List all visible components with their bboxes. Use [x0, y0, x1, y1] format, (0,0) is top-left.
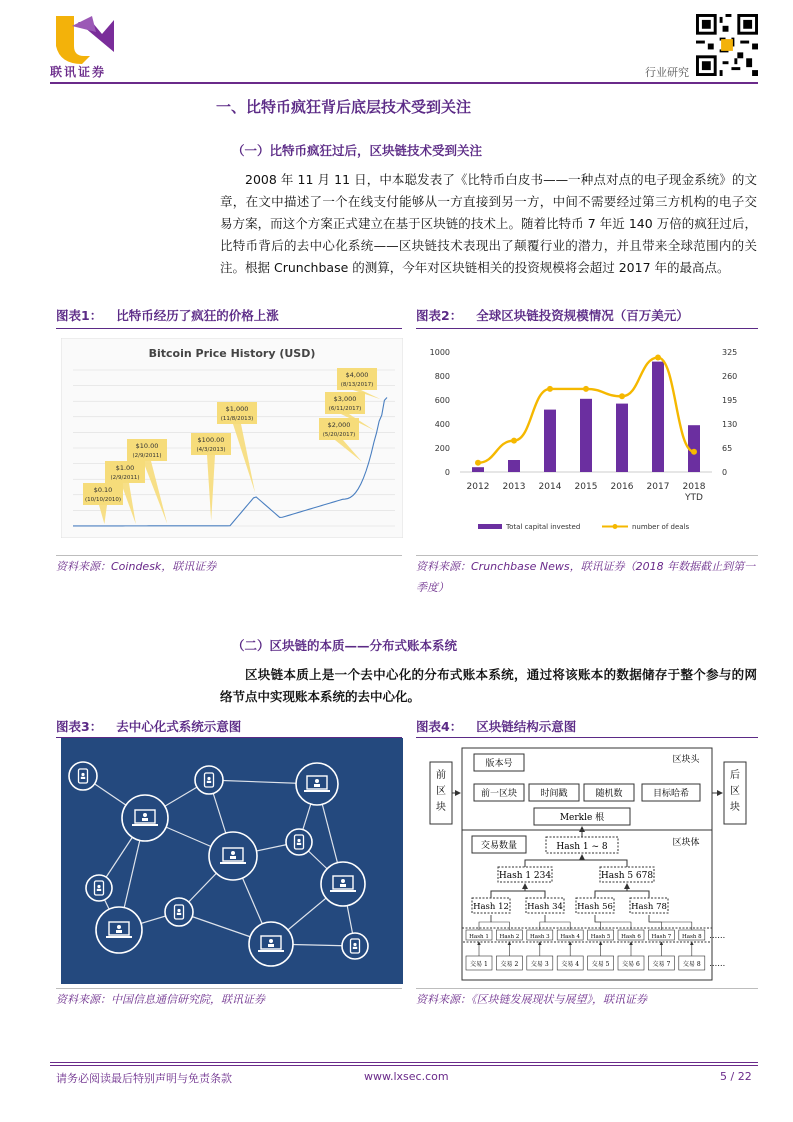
user-icon — [207, 777, 210, 780]
figure-2-title-rule — [416, 328, 758, 329]
leaf-hash-label: Hash 6 — [621, 934, 641, 940]
user-icon-body — [81, 777, 85, 779]
body-paragraph-1: 2008 年 11 月 11 日，中本聪发表了《比特币白皮书——一种点对点的电子现金系统》的文章，在文中描述了一个在线支付能够从一方直接到另一方，中间不需要经过第三方机构的电子交易方案，而这个方案正式建立在基于区块链的技术上。随着比特币 7 年近 140 万倍的疯狂过后，比特币背后的去中心化系统——区块链技术表现出了颠覆行业的潜力，并且带来全球范围内的关注。根据 Crunchbase 的测算，今年对区块链相关的投资规模将会超过 2017 年的最高点。 — [220, 172, 757, 275]
annotation-price: $1,000 — [225, 405, 249, 413]
annotation-date: (4/3/2013) — [196, 447, 226, 453]
hash-1234-node: Hash 1 234 — [498, 871, 552, 881]
footer-divider — [50, 1062, 758, 1063]
leaf-hash-label: Hash 7 — [651, 934, 672, 940]
user-icon — [81, 773, 84, 776]
y2-tick-label: 130 — [722, 420, 738, 429]
page-number: 5 / 22 — [720, 1070, 752, 1083]
user-icon-body — [116, 930, 122, 933]
blockchain-structure-diagram — [416, 738, 758, 984]
transaction-label: 交易 7 — [652, 961, 671, 968]
user-icon — [353, 943, 356, 946]
user-icon-body — [314, 784, 320, 787]
x-tick-label: YTD — [685, 493, 703, 503]
annotation-price: $100.00 — [197, 436, 225, 444]
hash-34-node: Hash 34 — [527, 902, 563, 912]
figure-1-title-rule — [56, 328, 402, 329]
leaf-hash-label: Hash 3 — [529, 934, 550, 940]
annotation-price: $1.00 — [115, 464, 135, 472]
figure-1-title: 图表1： 比特币经历了疯狂的价格上涨 — [56, 308, 279, 323]
legend-line-label: number of deals — [632, 523, 690, 531]
user-icon — [143, 813, 147, 817]
bar — [580, 399, 592, 472]
annotation-price: $3,000 — [333, 395, 357, 403]
y2-tick-label: 260 — [722, 372, 738, 381]
deals-point — [619, 393, 625, 399]
block-body-label: 区块体 — [672, 838, 700, 848]
figure-4-title: 图表4： 区块链结构示意图 — [416, 719, 577, 734]
next-block-label-2: 区 — [730, 786, 740, 797]
version-field: 版本号 — [485, 759, 513, 769]
y2-tick-label: 195 — [722, 396, 738, 405]
annotation-date: (2/9/2011) — [110, 475, 140, 481]
user-icon — [297, 839, 300, 842]
x-tick-label: 2012 — [466, 482, 490, 492]
hash-78-node: Hash 78 — [631, 902, 667, 912]
legend-bar-label: Total capital invested — [506, 523, 581, 531]
hash-5678-node: Hash 5 678 — [600, 871, 654, 881]
prev-hash-field: 前一区块 — [480, 789, 518, 799]
more-hashes-ellipsis: …… — [709, 931, 726, 940]
bitcoin-price-chart — [61, 338, 403, 538]
leaf-hash-label: Hash 2 — [499, 934, 520, 940]
deals-point — [511, 438, 517, 444]
merkle-hash-root: Hash 1 ~ 8 — [556, 842, 608, 852]
company-logo-icon — [52, 12, 118, 64]
user-icon — [315, 779, 319, 783]
leaf-hash-label: Hash 5 — [590, 934, 611, 940]
body-paragraph-2: 区块链本质上是一个去中心化的分布式账本系统，通过将该账本的数据储存于整个参与的网络节点中实现账本系统的去中心化。 — [220, 667, 757, 704]
qr-code-icon — [696, 14, 758, 76]
more-transactions-ellipsis: …… — [709, 959, 726, 968]
section-heading: 一、比特币疯狂背后底层技术受到关注 — [216, 98, 472, 116]
figure-3-source: 资料来源：中国信息通信研究院，联讯证券 — [56, 993, 265, 1006]
bar — [616, 404, 628, 472]
header-divider — [50, 82, 758, 84]
user-icon — [231, 851, 235, 855]
user-icon — [341, 879, 345, 883]
next-block-label-3: 块 — [730, 802, 740, 813]
y-tick-label: 800 — [434, 372, 450, 381]
footer-url[interactable]: www.lxsec.com — [364, 1070, 449, 1083]
transaction-label: 交易 6 — [622, 961, 640, 968]
deals-point — [547, 386, 553, 392]
user-icon — [117, 925, 121, 929]
deals-point — [475, 460, 481, 466]
deals-point — [655, 355, 661, 361]
transaction-label: 交易 8 — [682, 961, 701, 968]
figure-2-source: 资料来源：Crunchbase News，联讯证券（2018 年数据截止到第一季度） — [416, 560, 756, 594]
x-tick-label: 2015 — [574, 482, 598, 492]
leaf-hash-label: Hash 8 — [681, 934, 702, 940]
bar — [508, 460, 520, 472]
user-icon-body — [340, 884, 346, 887]
leaf-hash-label: Hash 1 — [469, 934, 489, 940]
figure-1-source: 资料来源：Coindesk，联讯证券 — [56, 560, 217, 573]
decentralized-network-diagram — [61, 738, 403, 984]
figure-4-source: 资料来源：《区块链发展现状与展望》，联讯证券 — [416, 993, 647, 1006]
hash-12-node: Hash 12 — [473, 902, 509, 912]
user-icon-body — [230, 856, 236, 859]
annotation-date: (10/10/2010) — [85, 497, 121, 503]
subsection-heading-2: （二）区块链的本质——分布式账本系统 — [232, 638, 458, 653]
y-tick-label: 400 — [434, 420, 450, 429]
x-tick-label: 2017 — [646, 482, 670, 492]
user-icon-body — [97, 889, 101, 891]
block-header-label: 区块头 — [672, 755, 700, 765]
timestamp-field: 时间戳 — [540, 789, 568, 799]
y-tick-label: 1000 — [429, 348, 450, 357]
user-icon — [177, 909, 180, 912]
legend-bar-swatch — [478, 524, 502, 529]
legend-line-marker — [613, 524, 618, 529]
annotation-date: (11/8/2013) — [220, 416, 254, 422]
prev-block-label-2: 区 — [436, 786, 446, 797]
footer-divider-2 — [50, 1065, 758, 1066]
user-icon-body — [177, 913, 181, 915]
y-tick-label: 0 — [444, 468, 450, 477]
user-icon-body — [268, 944, 274, 947]
nonce-field: 随机数 — [595, 789, 623, 799]
transaction-label: 交易 4 — [561, 961, 580, 968]
x-tick-label: 2018 — [682, 482, 706, 492]
figure-3-title: 图表3： 去中心化式系统示意图 — [56, 719, 242, 734]
user-icon — [269, 939, 273, 943]
investment-chart — [416, 338, 758, 538]
x-tick-label: 2014 — [538, 482, 562, 492]
annotation-date: (8/13/2017) — [340, 382, 374, 388]
annotation-date: (2/9/2011) — [132, 453, 162, 459]
figure-2-title: 图表2： 全球区块链投资规模情况（百万美元） — [416, 308, 689, 323]
x-tick-label: 2013 — [502, 482, 526, 492]
annotation-date: (5/20/2017) — [322, 432, 356, 438]
deals-point — [583, 386, 589, 392]
transaction-label: 交易 5 — [591, 961, 610, 968]
merkle-root-field: Merkle 根 — [559, 813, 605, 823]
bar — [544, 410, 556, 472]
y2-tick-label: 0 — [722, 468, 728, 477]
user-icon-body — [353, 947, 357, 949]
transaction-label: 交易 2 — [500, 961, 519, 968]
bar — [652, 362, 664, 472]
user-icon-body — [297, 843, 301, 845]
bar — [472, 467, 484, 472]
footer-disclaimer: 请务必阅读最后特别声明与免责条款 — [56, 1072, 232, 1085]
y2-tick-label: 65 — [722, 444, 733, 453]
deals-point — [691, 449, 697, 455]
tx-count-field: 交易数量 — [480, 841, 518, 851]
user-icon-body — [207, 781, 211, 783]
x-tick-label: 2016 — [610, 482, 634, 492]
annotation-date: (6/11/2017) — [328, 406, 362, 412]
prev-block-label-3: 块 — [436, 802, 446, 813]
subsection-heading-1: （一）比特币疯狂过后，区块链技术受到关注 — [232, 143, 483, 158]
company-name: 联讯证券 — [50, 65, 107, 79]
annotation-price: $10.00 — [135, 442, 159, 450]
next-block-label-1: 后 — [730, 770, 740, 781]
transaction-label: 交易 3 — [530, 961, 549, 968]
transaction-label: 交易 1 — [470, 961, 488, 968]
annotation-price: $4,000 — [345, 371, 369, 379]
hash-56-node: Hash 56 — [577, 902, 613, 912]
y-tick-label: 600 — [434, 396, 450, 405]
user-icon — [97, 885, 100, 888]
y-tick-label: 200 — [434, 444, 450, 453]
annotation-price: $2,000 — [327, 421, 351, 429]
leaf-hash-label: Hash 4 — [560, 934, 581, 940]
report-category: 行业研究 — [645, 66, 689, 79]
target-hash-field: 目标哈希 — [652, 789, 690, 799]
y2-tick-label: 325 — [722, 348, 738, 357]
annotation-price: $0.10 — [93, 486, 113, 494]
prev-block-label-1: 前 — [436, 770, 446, 781]
chart-1-title: Bitcoin Price History (USD) — [148, 347, 316, 360]
user-icon-body — [142, 818, 148, 821]
